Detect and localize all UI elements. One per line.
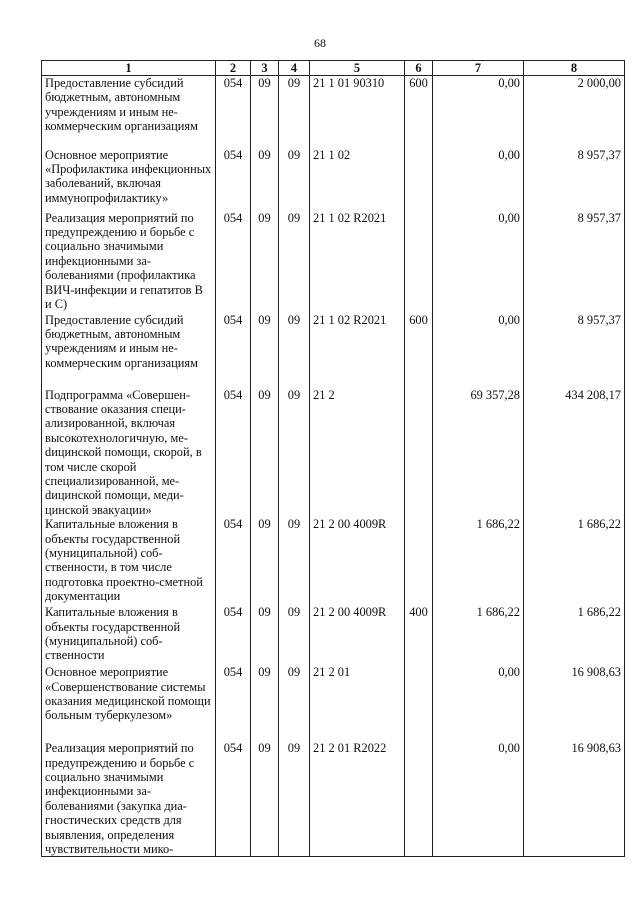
- col-header: 8: [524, 61, 625, 76]
- col-header: 7: [433, 61, 524, 76]
- expense-type-code: [405, 211, 433, 313]
- ministry-code: 054: [216, 388, 251, 518]
- item-name: Капитальные вложения в объекты государственной (муниципальной) собственности, в том числе подготовка проектно-сметной документации: [42, 517, 216, 605]
- subsection-code: 09: [279, 313, 310, 388]
- amount-col7: 0,00: [433, 741, 524, 857]
- amount-col7: 1 686,22: [433, 517, 524, 605]
- expense-type-code: [405, 388, 433, 518]
- col-header: 2: [216, 61, 251, 76]
- ministry-code: 054: [216, 211, 251, 313]
- table-row: [42, 517, 625, 605]
- amount-col7: 0,00: [433, 211, 524, 313]
- item-name: Основное мероприятие «Совершенствование системы оказания медицинской помощи больным туберкулезом»: [42, 665, 216, 741]
- expense-type-code: 600: [405, 313, 433, 388]
- col-header: 4: [279, 61, 310, 76]
- subsection-code: 09: [279, 388, 310, 518]
- section-code: 09: [251, 605, 279, 665]
- target-article-code: 21 2 01: [310, 665, 405, 741]
- table-row: [42, 388, 625, 518]
- target-article-code: 21 1 01 90310: [310, 76, 405, 148]
- expense-type-code: 400: [405, 605, 433, 665]
- header-row: [42, 61, 625, 76]
- amount-col8: 8 957,37: [524, 148, 625, 211]
- amount-col7: 0,00: [433, 313, 524, 388]
- table-row: [42, 211, 625, 313]
- item-name: Основное мероприятие «Профилактика инфекционных заболеваний, включая иммунопрофилактику»: [42, 148, 216, 211]
- target-article-code: 21 2 00 4009R: [310, 605, 405, 665]
- item-name: Реализация мероприятий по предупреждению и борьбе с социально значимыми инфекционными заболеваниями (закупка диагностических средств для выявления, определения чувствительности мико-: [42, 741, 216, 857]
- ministry-code: 054: [216, 741, 251, 857]
- amount-col7: 0,00: [433, 665, 524, 741]
- col-header: 6: [405, 61, 433, 76]
- ministry-code: 054: [216, 313, 251, 388]
- amount-col7: 0,00: [433, 148, 524, 211]
- amount-col8: 1 686,22: [524, 517, 625, 605]
- item-name: Подпрограмма «Совершенствование оказания специализированной, включая высокотехнологичную, меdицинской помощи, скорой, в том числе скорой специализированной, меdицинской помощи, медицинской эвакуации»: [42, 388, 216, 518]
- table-row: [42, 665, 625, 741]
- section-code: 09: [251, 388, 279, 518]
- section-code: 09: [251, 313, 279, 388]
- amount-col8: 434 208,17: [524, 388, 625, 518]
- amount-col8: 16 908,63: [524, 741, 625, 857]
- ministry-code: 054: [216, 605, 251, 665]
- ministry-code: 054: [216, 148, 251, 211]
- amount-col8: 16 908,63: [524, 665, 625, 741]
- target-article-code: 21 1 02 R2021: [310, 211, 405, 313]
- item-name: Предоставление субсидий бюджетным, автономным учреждениям и иным некоммерческим организациям: [42, 76, 216, 148]
- amount-col8: 1 686,22: [524, 605, 625, 665]
- budget-table: [41, 60, 625, 857]
- amount-col8: 8 957,37: [524, 313, 625, 388]
- expense-type-code: [405, 517, 433, 605]
- ministry-code: 054: [216, 665, 251, 741]
- target-article-code: 21 1 02: [310, 148, 405, 211]
- table-row: [42, 605, 625, 665]
- subsection-code: 09: [279, 665, 310, 741]
- table-row: [42, 148, 625, 211]
- item-name: Реализация мероприятий по предупреждению и борьбе с социально значимыми инфекционными заболеваниями (профилактика ВИЧ-инфекции и гепатитов В и С): [42, 211, 216, 313]
- section-code: 09: [251, 148, 279, 211]
- target-article-code: 21 2 00 4009R: [310, 517, 405, 605]
- expense-type-code: [405, 741, 433, 857]
- table-row: [42, 741, 625, 857]
- expense-type-code: 600: [405, 76, 433, 148]
- ministry-code: 054: [216, 76, 251, 148]
- subsection-code: 09: [279, 148, 310, 211]
- amount-col7: 69 357,28: [433, 388, 524, 518]
- item-name: Капитальные вложения в объекты государственной (муниципальной) собственности: [42, 605, 216, 665]
- subsection-code: 09: [279, 211, 310, 313]
- section-code: 09: [251, 76, 279, 148]
- subsection-code: 09: [279, 517, 310, 605]
- col-header: 3: [251, 61, 279, 76]
- subsection-code: 09: [279, 741, 310, 857]
- table-row: [42, 313, 625, 388]
- amount-col7: 1 686,22: [433, 605, 524, 665]
- expense-type-code: [405, 148, 433, 211]
- section-code: 09: [251, 517, 279, 605]
- ministry-code: 054: [216, 517, 251, 605]
- subsection-code: 09: [279, 605, 310, 665]
- item-name: Предоставление субсидий бюджетным, автономным учреждениям и иным некоммерческим организациям: [42, 313, 216, 388]
- target-article-code: 21 2 01 R2022: [310, 741, 405, 857]
- amount-col7: 0,00: [433, 76, 524, 148]
- amount-col8: 8 957,37: [524, 211, 625, 313]
- subsection-code: 09: [279, 76, 310, 148]
- col-header: 5: [310, 61, 405, 76]
- section-code: 09: [251, 741, 279, 857]
- target-article-code: 21 1 02 R2021: [310, 313, 405, 388]
- target-article-code: 21 2: [310, 388, 405, 518]
- section-code: 09: [251, 211, 279, 313]
- page-number: 68: [314, 36, 326, 50]
- table-row: [42, 76, 625, 148]
- section-code: 09: [251, 665, 279, 741]
- col-header: 1: [42, 61, 216, 76]
- expense-type-code: [405, 665, 433, 741]
- amount-col8: 2 000,00: [524, 76, 625, 148]
